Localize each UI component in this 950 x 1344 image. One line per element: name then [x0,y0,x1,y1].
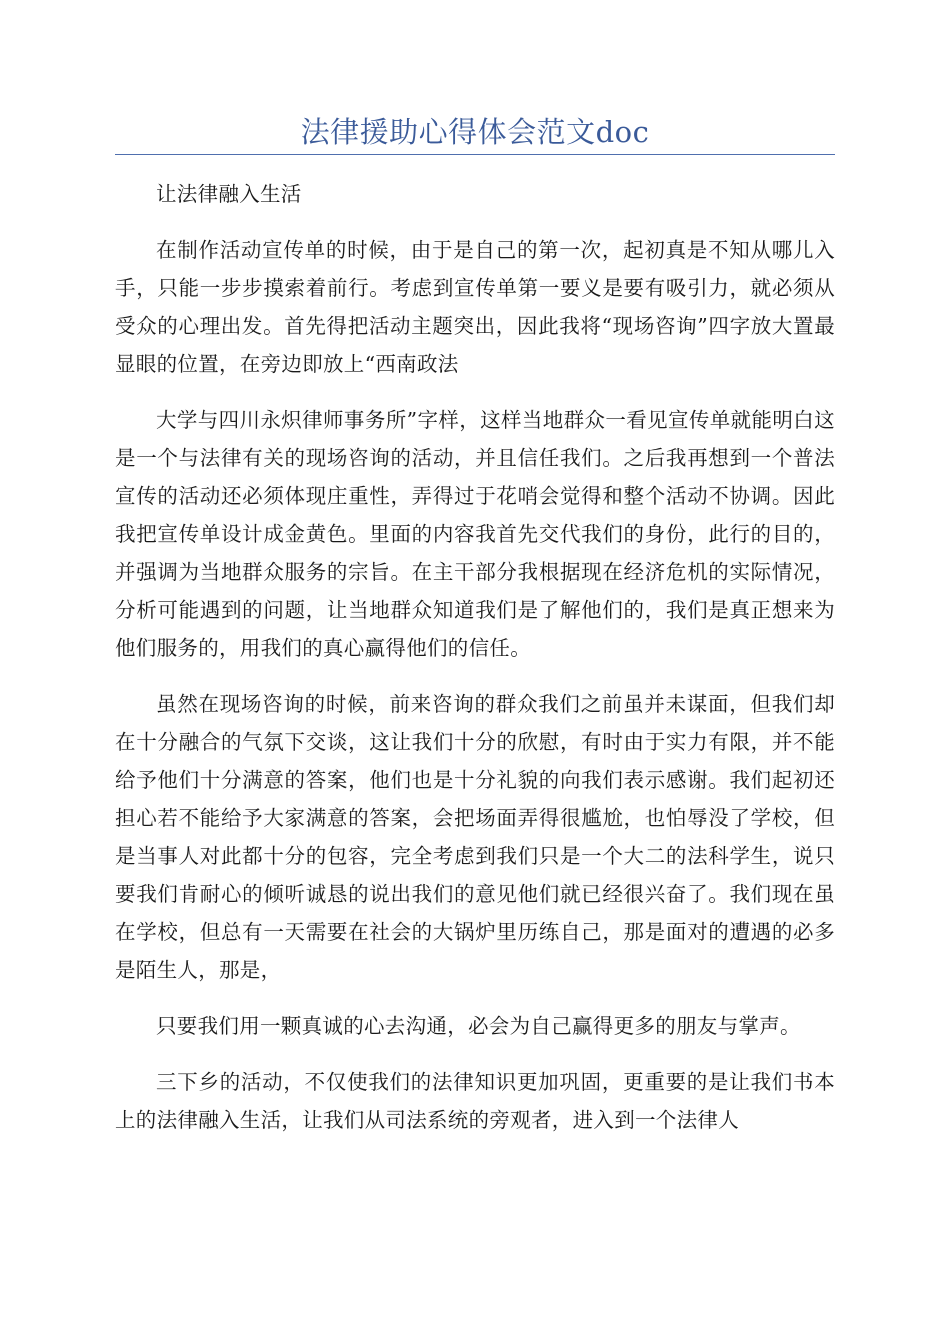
paragraph: 虽然在现场咨询的时候，前来咨询的群众我们之前虽并未谋面，但我们却在十分融合的气氛下交谈，这让我们十分的欣慰，有时由于实力有限，并不能给予他们十分满意的答案，他们也是十分礼貌的向我们表示感谢。我们起初还担心若不能给予大家满意的答案，会把场面弄得很尴尬，也怕辱没了学校，但是当事人对此都十分的包容，完全考虑到我们只是一个大二的法科学生，说只要我们肯耐心的倾听诚恳的说出我们的意见他们就已经很兴奋了。我们现在虽在学校，但总有一天需要在社会的大锅炉里历练自己，那是面对的遭遇的必多是陌生人，那是， [115,692,835,982]
paragraph: 大学与四川永炽律师事务所”字样，这样当地群众一看见宣传单就能明白这是一个与法律有关的现场咨询的活动，并且信任我们。之后我再想到一个普法宣传的活动还必须体现庄重性，弄得过于花哨会觉得和整个活动不协调。因此我把宣传单设计成金黄色。里面的内容我首先交代我们的身份，此行的目的，并强调为当地群众服务的宗旨。在主干部分我根据现在经济危机的实际情况，分析可能遇到的问题，让当地群众知道我们是了解他们的，我们是真正想来为他们服务的，用我们的真心赢得他们的信任。 [115,408,835,660]
paragraph: 三下乡的活动，不仅使我们的法律知识更加巩固，更重要的是让我们书本上的法律融入生活，让我们从司法系统的旁观者，进入到一个法律人 [115,1070,835,1132]
title-underline [115,154,835,155]
document-title: 法律援助心得体会范文doc [300,115,650,149]
paragraph: 只要我们用一颗真诚的心去沟通，必会为自己赢得更多的朋友与掌声。 [156,1014,801,1038]
document-body [115,175,835,1157]
paragraph: 在制作活动宣传单的时候，由于是自己的第一次，起初真是不知从哪儿入手，只能一步步摸索着前行。考虑到宣传单第一要义是要有吸引力，就必须从受众的心理出发。首先得把活动主题突出，因此我将“现场咨询”四字放大置最显眼的位置，在旁边即放上“西南政法 [115,238,835,376]
section-heading: 让法律融入生活 [156,182,302,206]
